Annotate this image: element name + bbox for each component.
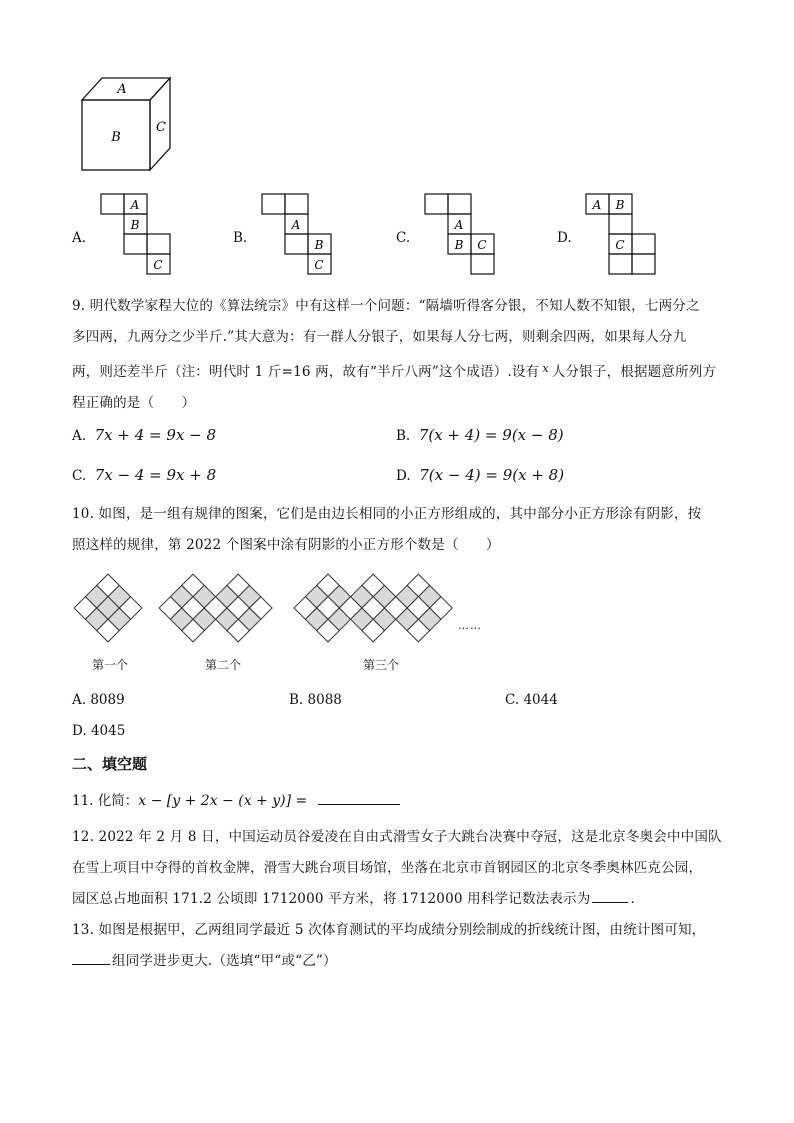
q10-line-1: 10. 如图，是一组有规律的图案，它们是由边长相同的小正方形组成的，其中部分小正方形涂有阴影，按 (72, 506, 702, 522)
q10-option-a-label: A. (72, 692, 87, 708)
net-b-cell-a: A (291, 218, 301, 232)
q13-answer-blank[interactable] (72, 950, 110, 965)
q10-caption-3: 第三个 (363, 658, 400, 672)
q9-option-c[interactable] (72, 466, 216, 484)
q9-line-4: 程正确的是（ ） (72, 395, 196, 411)
q10-pattern-figure (66, 568, 496, 652)
cube-label-top: A (117, 82, 127, 97)
q9-line-3b: 人分银子，根据题意所列方 (551, 364, 717, 380)
net-a-cell-b: B (130, 218, 140, 232)
q13-stem (72, 915, 722, 977)
q10-option-b-label: B. (289, 692, 304, 708)
q9-option-c-label: C. (72, 468, 87, 484)
q12-line-3-end: . (630, 891, 635, 907)
q9-option-c-expr: 7x − 4 = 9x + 8 (94, 466, 217, 484)
q12-stem (72, 822, 722, 915)
q9-line-1: 9. 明代数学家程大位的《算法统宗》中有这样一个问题：“隔墙听得客分银，不知人数不知银，七两分之 (72, 298, 700, 314)
net-c-cell-b: B (454, 238, 464, 252)
q9-option-b-label: B. (396, 428, 411, 444)
net-d-cell-a: A (592, 198, 602, 212)
q10-ellipsis: …… (458, 619, 482, 632)
q10-option-b[interactable] (289, 692, 342, 708)
cube-label-front: B (111, 130, 121, 145)
q8-option-a-label[interactable]: A. (72, 230, 87, 246)
q9-stem (72, 291, 722, 419)
q9-line-3a: 两，则还差半斤（注：明代时 1 斤=16 两，故有“半斤八两”这个成语）.设有 (72, 364, 540, 380)
q8-option-a-net[interactable] (100, 193, 174, 277)
q9-option-b[interactable] (396, 426, 564, 444)
q8-option-b-net[interactable] (261, 193, 335, 277)
q11-answer-blank[interactable] (318, 790, 400, 805)
q9-option-d-expr: 7(x − 4) = 9(x + 8) (419, 466, 565, 484)
q10-option-c[interactable] (505, 692, 558, 708)
q13-line-2 (72, 946, 722, 977)
q8-option-b-label[interactable]: B. (233, 230, 248, 246)
net-b-cell-b: B (314, 238, 324, 252)
q9-option-d-label: D. (396, 468, 411, 484)
q10-option-c-label: C. (505, 692, 520, 708)
q9-option-a-label: A. (72, 428, 87, 444)
q9-option-a-expr: 7x + 4 = 9x − 8 (94, 426, 217, 444)
q10-line-2: 照这样的规律，第 2022 个图案中涂有阴影的小正方形个数是（ ） (72, 537, 500, 553)
section-heading-fill-in: 二、填空题 (72, 755, 148, 773)
q8-option-d-net[interactable] (585, 193, 659, 277)
q10-option-b-value: 8088 (307, 692, 342, 708)
q10-option-d-value: 4045 (90, 723, 126, 739)
q9-line-2: 多四两，九两分之少半斤.”其大意为：有一群人分银子，如果每人分七两，则剩余四两，如果每人分九 (72, 329, 687, 345)
net-d-cell-c: C (615, 238, 625, 252)
q10-option-d[interactable] (72, 723, 125, 739)
q9-option-b-expr: 7(x + 4) = 9(x − 8) (418, 426, 564, 444)
q9-option-d[interactable] (396, 466, 564, 484)
q10-option-a[interactable] (72, 692, 125, 708)
net-c-cell-a: A (454, 218, 464, 232)
cube-label-right: C (156, 120, 166, 135)
q10-option-a-value: 8089 (90, 692, 125, 708)
q10-stem (72, 499, 722, 561)
q8-option-c-net[interactable] (424, 193, 498, 277)
q8-option-d-label[interactable]: D. (557, 230, 572, 246)
q9-variable: x (542, 362, 549, 375)
q10-caption-1: 第一个 (92, 658, 129, 672)
q13-line-2-text: 组同学进步更大.（选填“甲“或“乙”） (112, 953, 337, 969)
q12-line-1: 12. 2022 年 2 月 8 日，中国运动员谷爱凌在自由式滑雪女子大跳台决赛中夺冠，这是北京冬奥会中中国队 (72, 829, 722, 845)
q9-option-a[interactable] (72, 426, 216, 444)
q12-line-2: 在雪上项目中夺得的首枚金牌，滑雪大跳台项目场馆，坐落在北京市首钢园区的北京冬季奥林匹克公园， (72, 860, 703, 876)
q8-option-c-label[interactable]: C. (396, 230, 411, 246)
q10-caption-2: 第二个 (205, 658, 242, 672)
q11-prefix: 11. 化简： (72, 793, 139, 809)
q11-expr: x − [y + 2x − (x + y)] = (138, 793, 308, 809)
q12-answer-blank[interactable] (592, 888, 628, 903)
net-d-cell-b: B (615, 198, 625, 212)
net-b-cell-c: C (314, 258, 324, 272)
q13-line-1: 13. 如图是根据甲，乙两组同学最近 5 次体育测试的平均成绩分别绘制成的折线统计图，由统计图可知， (72, 922, 706, 938)
q10-option-d-label: D. (72, 723, 87, 739)
q11 (72, 789, 400, 809)
net-a-cell-c: C (153, 258, 163, 272)
cube-figure (78, 74, 178, 174)
net-c-cell-c: C (477, 238, 487, 252)
q10-option-c-value: 4044 (523, 692, 558, 708)
q12-line-3 (72, 884, 722, 915)
net-a-cell-a: A (130, 198, 140, 212)
q9-line-3 (72, 353, 722, 388)
q12-line-3-text: 园区总占地面积 171.2 公顷即 1712000 平方米，将 1712000 用科学记数法表示为 (72, 891, 591, 907)
